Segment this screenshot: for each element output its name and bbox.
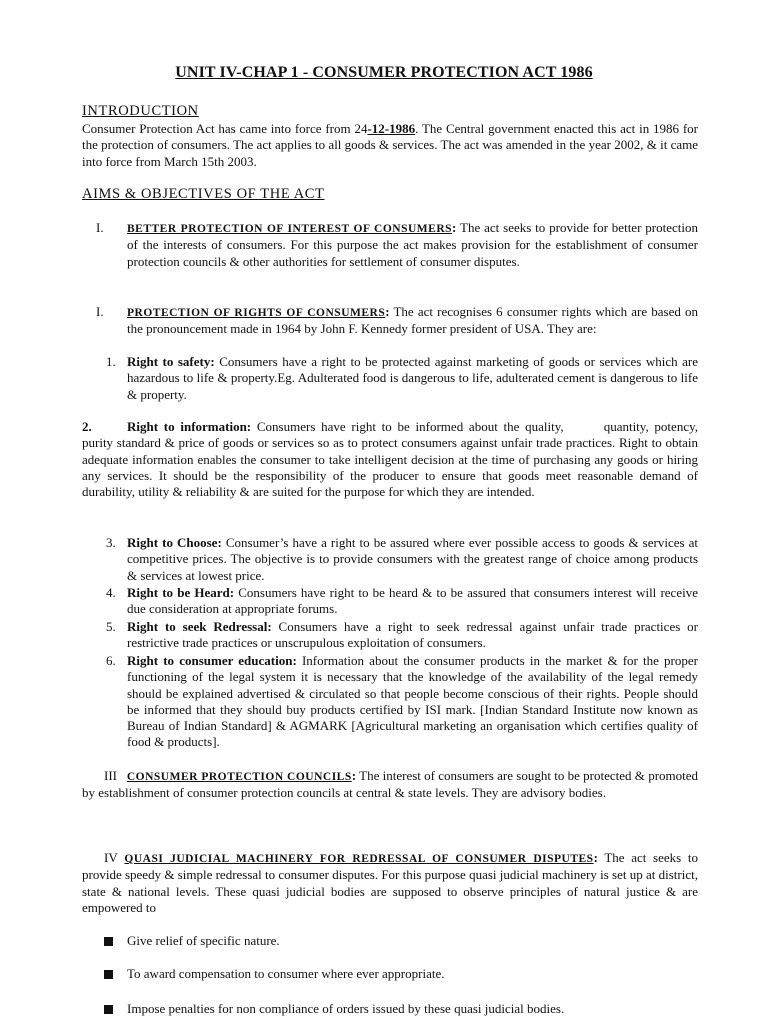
right-3-marker: 3. — [106, 535, 116, 550]
right-5-label: Right to seek Redressal: — [127, 619, 272, 634]
intro-text-end: . The Central government enacted this act in 1986 for the protection of consumers. The act applies to all goods & services. The act was amended in the year 2002, & it came into force from March 15th 2003. — [82, 121, 698, 169]
right-4-label: Right to be Heard: — [127, 585, 235, 600]
document-title: UNIT IV-CHAP 1 - CONSUMER PROTECTION ACT 1986 — [175, 64, 593, 81]
right-3-text: Consumer’s have a right to be assured where ever possible access to goods & services at competitive prices. The objective is to provide consumers with the greatest range of choice among products & services at lowest price. — [127, 535, 698, 583]
quasi-marker: IV — [104, 850, 118, 865]
aim-1-label: BETTER PROTECTION OF INTEREST OF CONSUMERS — [127, 223, 453, 235]
introduction-paragraph — [82, 121, 698, 170]
bullet-item: Impose penalties for non compliance of orders issued by these quasi judicial bodies. — [127, 1001, 565, 1016]
councils-label: CONSUMER PROTECTION COUNCILS — [126, 771, 352, 783]
aim-2-label: PROTECTION OF RIGHTS OF CONSUMERS — [127, 307, 386, 319]
aim-1-colon: : — [452, 220, 457, 235]
right-1-marker: 1. — [106, 354, 116, 369]
councils-marker: III — [104, 768, 117, 783]
intro-date: -12-1986 — [367, 121, 416, 136]
right-1-paragraph — [127, 354, 698, 403]
right-1-label: Right to safety: — [127, 354, 215, 369]
aim-2-text: The act recognises 6 consumer rights which are based on the pronouncement made in 1964 by John F. Kennedy former president of USA. They are: — [127, 304, 698, 337]
bullet-item: Give relief of specific nature. — [127, 933, 280, 948]
aims-heading: AIMS & OBJECTIVES OF THE ACT — [82, 186, 325, 202]
councils-text: The interest of consumers are sought to be protected & promoted by establishment of consumer protection councils at central & state levels. They are advisory bodies. — [82, 768, 699, 801]
councils-paragraph — [82, 768, 698, 802]
right-2-marker: 2. — [82, 419, 92, 434]
right-2-paragraph — [82, 419, 698, 500]
right-4-marker: 4. — [106, 585, 116, 600]
right-4-paragraph — [127, 585, 698, 618]
right-2-label: Right to information: — [127, 419, 252, 434]
right-2-text-a: Consumers have right to be informed about the quality, — [251, 419, 564, 434]
aim-2-marker: I. — [96, 304, 104, 319]
quasi-colon: : — [593, 850, 598, 865]
aim-2-colon: : — [385, 304, 390, 319]
square-bullet-icon — [104, 970, 113, 979]
aim-2-paragraph — [127, 304, 698, 338]
square-bullet-icon — [104, 937, 113, 946]
aim-1-paragraph — [127, 220, 698, 270]
right-5-marker: 5. — [106, 619, 116, 634]
right-6-paragraph — [127, 653, 698, 751]
intro-text-start: Consumer Protection Act has came into force from 24 — [82, 121, 368, 136]
right-4-text: Consumers have right to be heard & to be assured that consumers interest will receive due consideration at appropriate forums. — [127, 585, 698, 617]
right-3-paragraph — [127, 535, 698, 584]
right-6-label: Right to consumer education: — [127, 653, 297, 668]
right-6-marker: 6. — [106, 653, 116, 668]
quasi-text: The act seeks to provide speedy & simple redressal to consumer disputes. For this purpose quasi judicial machinery is set up at district, state & national levels. These quasi judicial bodies are supposed to observe principles of natural justice & are empowered to — [82, 850, 699, 915]
right-3-label: Right to Choose: — [127, 535, 222, 550]
quasi-paragraph — [82, 850, 698, 916]
right-1-text: Consumers have a right to be protected against marketing of goods or services which are hazardous to life & property.Eg. Adulterated food is dangerous to life, adulterated cement is dangerous to life & property. — [127, 354, 698, 402]
right-5-paragraph — [127, 619, 698, 652]
right-2-text-b: quantity, potency, purity standard & price of goods or services so as to protect consumers against unfair trade practices. Right to obtain adequate information enables the consumer to take intelligent decision at the time of purchasing any goods or hiring any services. It should be the responsibility of the producer to ensure that goods meet reasonable demand of durability, utility & reliability & are suited for the purpose for which they are intended. — [82, 419, 698, 500]
aim-1-text: The act seeks to provide for better protection of the interests of consumers. For this purpose the act makes provision for the establishment of consumer protection councils & other authorities for settlement of consumer disputes. — [127, 220, 698, 269]
right-6-text: Information about the consumer products in the market & for the proper functioning of the legal system it is necessary that the knowledge of the availability of the legal remedy should be explained advertised & circulated so that people become conscious of their rights. People should be informed that they should buy products certified by ISI mark. [Indian Standard Institute now known as Bureau of Indian Standard] & AGMARK [Agricultural marketing an organisation which certifies quality of food & products]. — [127, 653, 698, 750]
introduction-heading: INTRODUCTION — [82, 103, 199, 119]
quasi-label: QUASI JUDICIAL MACHINERY FOR REDRESSAL OF CONSUMER DISPUTES — [124, 853, 594, 865]
bullet-item: To award compensation to consumer where ever appropriate. — [127, 966, 445, 981]
square-bullet-icon — [104, 1005, 113, 1014]
councils-colon: : — [351, 768, 357, 783]
aim-1-marker: I. — [96, 220, 104, 235]
right-5-text: Consumers have a right to seek redressal against unfair trade practices or restrictive trade practices or unscrupulous exploitation of consumers. — [127, 619, 698, 651]
